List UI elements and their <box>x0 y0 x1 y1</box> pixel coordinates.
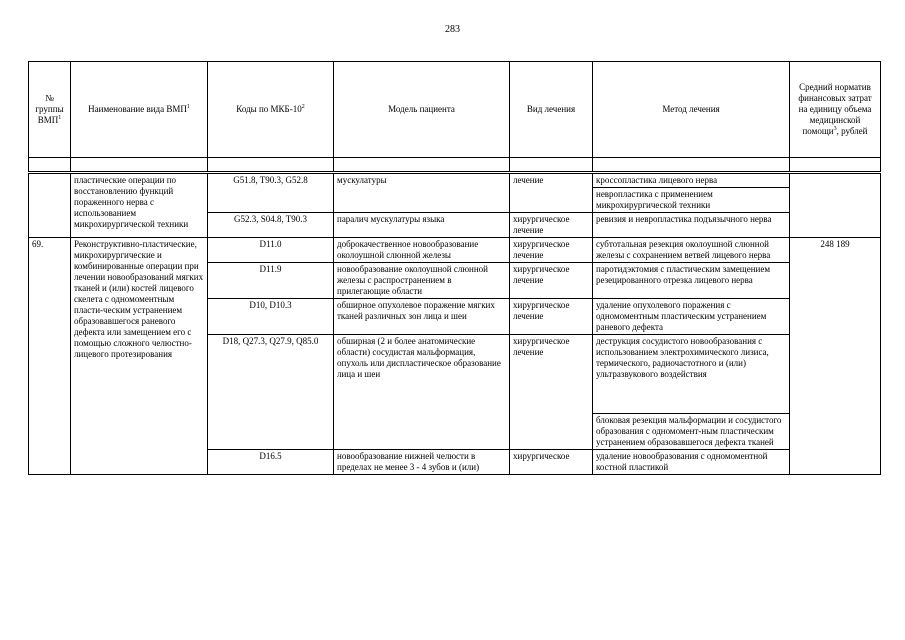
method-cell <box>593 174 790 213</box>
codes-cell: D10, D10.3 <box>208 299 334 335</box>
method-option: деструкция сосудистого новообразования с использованием электрохимического лизиса, термического, радиочастотного и (или) ультразвукового воздействия <box>596 336 769 379</box>
model-cell: новообразование нижней челюсти в пределах не менее 3 - 4 зубов и (или) <box>334 450 510 475</box>
codes-cell: D16.5 <box>208 450 334 475</box>
codes-cell: D18, Q27.3, Q27.9, Q85.0 <box>208 335 334 450</box>
group-number: 69. <box>29 238 71 475</box>
table-row <box>29 174 881 213</box>
method-cell <box>593 335 790 450</box>
header-method: Метод лечения <box>593 62 790 158</box>
codes-cell: G52.3, S04.8, T90.3 <box>208 213 334 238</box>
method-cell: субтотальная резекция околоушной слюнной железы с сохранением ветвей лицевого нерва <box>593 238 790 263</box>
treatment-cell: хирургическое лечение <box>510 335 593 450</box>
model-cell: мускулатуры <box>334 174 510 213</box>
table-row <box>29 238 881 263</box>
header-model: Модель пациента <box>334 62 510 158</box>
treatment-cell: хирургическое лечение <box>510 238 593 263</box>
treatment-cell: лечение <box>510 174 593 213</box>
method-cell: ревизия и невропластика подъязычного нерва <box>593 213 790 238</box>
prev-name: пластические операции по восстановлению функций пораженного нерва с использованием микрохирургической техники <box>71 174 208 238</box>
codes-cell: D11.0 <box>208 238 334 263</box>
header-name: Наименование вида ВМП$^1$ <box>71 62 208 158</box>
treatment-cell: хирургическое лечение <box>510 263 593 299</box>
table-body <box>28 173 881 475</box>
codes-cell: G51.8, T90.3, G52.8 <box>208 174 334 213</box>
prev-group-cell <box>29 174 71 238</box>
group-name: Реконструктивно-пластические, микрохирургические и комбинированные операции при лечении новообразований мягких тканей и (или) костей лицевого скелета с одномоментным пласти-ческим устранением образовавшегося раневого дефекта или замещением его с помощью сложного челюстно-лицевого протезирования <box>71 238 208 475</box>
header-treatment: Вид лечения <box>510 62 593 158</box>
header-spacer-row <box>29 158 881 172</box>
header-group: № группы ВМП$^1$ <box>29 62 71 158</box>
method-cell: паротидэктомия с пластическим замещением резецированного отрезка лицевого нерва <box>593 263 790 299</box>
header-cost: Средний норматив финансовых затрат на единицу объема медицинской помощи$^3$, рублей <box>790 62 881 158</box>
cost-value: 248 189 <box>790 238 881 475</box>
method-option: блоковая резекция мальформации и сосудистого образования с одномомент-ным пластическим устранением образовавшегося дефекта тканей <box>593 413 789 449</box>
model-cell: обширная (2 и более анатомические области) сосудистая мальформация, опухоль или диспластическое образование лица и шеи <box>334 335 510 450</box>
page-number: 283 <box>445 24 460 35</box>
model-cell: новообразование околоушной слюнной железы с распространением в прилегающие области <box>334 263 510 299</box>
method-cell: удаление опухолевого поражения с одномоментным пластическим устранением раневого дефекта <box>593 299 790 335</box>
table-header <box>28 61 881 172</box>
treatment-cell: хирургическое лечение <box>510 299 593 335</box>
prev-cost-cell <box>790 174 881 238</box>
header-codes: Коды по МКБ-$10^2$ <box>208 62 334 158</box>
codes-cell: D11.9 <box>208 263 334 299</box>
model-cell: обширное опухолевое поражение мягких тканей различных зон лица и шеи <box>334 299 510 335</box>
treatment-cell: хирургическое <box>510 450 593 475</box>
method-cell: удаление новообразования с одномоментной костной пластикой <box>593 450 790 475</box>
method-option: кроссопластика лицевого нерва <box>596 175 718 185</box>
treatment-cell: хирургическое лечение <box>510 213 593 238</box>
model-cell: паралич мускулатуры языка <box>334 213 510 238</box>
model-cell: доброкачественное новообразование околоушной слюнной железы <box>334 238 510 263</box>
method-option: невропластика с применением микрохирургической техники <box>593 187 789 212</box>
